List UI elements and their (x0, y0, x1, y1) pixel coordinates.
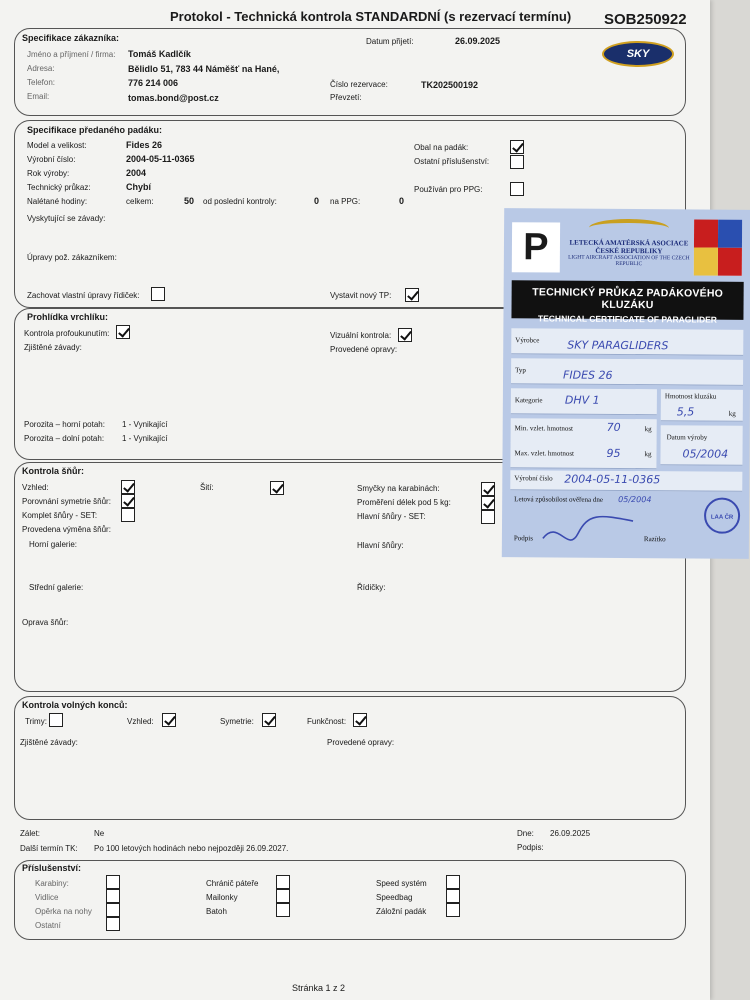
summary-date: 26.09.2025 (550, 829, 591, 838)
total-hours: 50 (184, 196, 195, 206)
acc-back-protector: Chránič páteře (206, 879, 259, 888)
acc-back-protector-checkbox[interactable] (276, 875, 290, 889)
ppg-hours: 0 (399, 196, 405, 206)
phone-label: Telefon: (27, 78, 56, 87)
summary-sign-label: Podpis: (517, 843, 544, 852)
tp-label: Technický průkaz: (27, 183, 91, 192)
max-weight-value: 95 (606, 446, 621, 460)
acc-speedbag-checkbox[interactable] (446, 889, 460, 903)
main-set-label: Hlavní šňůry - SET: (357, 512, 426, 521)
acc-other: Ostatní (35, 921, 61, 930)
upper-gallery-label: Horní galerie: (29, 540, 78, 549)
acc-speed-system-checkbox[interactable] (446, 875, 460, 889)
cert-serial-label: Výrobní číslo (514, 474, 553, 483)
verified-value: 05/2004 (618, 494, 652, 505)
lines-look-label: Vzhled: (22, 483, 49, 492)
loops-label: Smyčky na karabinách: (357, 484, 440, 493)
main-lines-label: Hlavní šňůry: (357, 541, 404, 550)
used-ppg-label: Používán pro PPG: (414, 185, 483, 194)
document-id: SOB250922 (604, 11, 687, 28)
profile-check-checkbox[interactable] (116, 325, 130, 339)
reservation-label: Číslo rezervace: (330, 80, 388, 89)
loops-checkbox[interactable] (481, 482, 495, 496)
lines-repair-label: Oprava šňůr: (22, 618, 69, 627)
max-weight-unit: kg (644, 450, 652, 459)
maker-label: Výrobce (515, 336, 540, 345)
lines-complete-checkbox[interactable] (121, 508, 135, 522)
org-name-en: LIGHT AIRCRAFT ASSOCIATION OF THE CZECH REPUBLIC (568, 254, 690, 268)
type-label: Typ (515, 366, 526, 375)
customer-phone: 776 214 006 (128, 78, 179, 88)
reservation-number: TK202500192 (421, 80, 479, 90)
cert-serial-value: 2004-05-11-0365 (564, 472, 661, 487)
risers-found-label: Zjištěné závady: (20, 738, 78, 747)
other-accessories-checkbox[interactable] (510, 155, 524, 169)
trims-checkbox[interactable] (49, 713, 63, 727)
category-label: Kategorie (514, 396, 543, 405)
org-name (564, 239, 694, 268)
type-value: FIDES 26 (563, 368, 613, 382)
bag-checkbox[interactable] (510, 140, 524, 154)
since-hours: 0 (314, 196, 320, 206)
date-value: 05/2004 (682, 447, 729, 461)
weight-unit: kg (728, 409, 736, 418)
signature-icon (538, 508, 638, 549)
acc-fork-checkbox[interactable] (106, 889, 120, 903)
type-row (511, 358, 743, 386)
customer-address: Bělidlo 51, 783 44 Náměšť na Hané, (128, 64, 280, 74)
stamp-label: Razítko (643, 535, 666, 544)
visual-check-checkbox[interactable] (398, 328, 412, 342)
new-tp-checkbox[interactable] (405, 288, 419, 302)
porosity-bottom-value: 1 - Vynikající (122, 434, 168, 443)
accessories-label: Ostatní příslušenství: (414, 157, 490, 166)
tp-value: Chybí (126, 182, 152, 192)
canopy-repairs-label: Provedené opravy: (330, 345, 398, 354)
ppg-label: na PPG: (330, 197, 361, 206)
taken-label: Převzetí: (330, 93, 362, 102)
lines-replace-label: Provedena výměna šňůr: (22, 525, 111, 534)
lines-look-checkbox[interactable] (121, 480, 135, 494)
czech-coat-of-arms-icon (694, 219, 742, 275)
acc-maillons-checkbox[interactable] (276, 889, 290, 903)
summary-date-label: Dne: (517, 829, 534, 838)
canopy-found-label: Zjištěné závady: (24, 343, 82, 352)
email-label: Email: (27, 92, 50, 101)
test-flight-value: Ne (94, 829, 105, 838)
category-value: DHV 1 (564, 393, 600, 407)
next-check-value: Po 100 letových hodinách nebo nejpozději 26.09.2027. (94, 844, 289, 853)
defects-label: Vyskytující se závady: (27, 214, 106, 223)
accessories-heading: Příslušenství: (22, 863, 82, 873)
acc-carabiners: Karabiny: (35, 879, 69, 888)
main-set-checkbox[interactable] (481, 510, 495, 524)
min-weight-label: Min. vzlet. hmotnost (514, 424, 574, 433)
verified-label: Letová způsobilost ověřena dne (514, 495, 604, 504)
maker-value: SKY PARAGLIDERS (567, 338, 669, 353)
acc-maillons: Mailonky (206, 893, 238, 902)
acc-backpack-checkbox[interactable] (276, 903, 290, 917)
cert-sign-label: Podpis (513, 534, 534, 543)
mods-label: Úpravy pož. zákazníkem: (27, 253, 117, 262)
next-check-label: Další termín TK: (20, 844, 78, 853)
measure-label: Proměření délek pod 5 kg: (357, 498, 451, 507)
certificate-title-banner (511, 280, 743, 325)
acc-speedbag: Speedbag (376, 893, 413, 902)
acc-fork: Vidlice (35, 893, 59, 902)
porosity-bottom-label: Porozita – dolní potah: (24, 434, 105, 443)
model-value: Fides 26 (126, 140, 163, 150)
acc-speed-system: Speed systém (376, 879, 427, 888)
canopy-heading: Prohlídka vrchlíku: (27, 312, 109, 322)
customer-name: Tomáš Kadlčík (128, 49, 191, 59)
total-label: celkem: (126, 197, 154, 206)
weight-value: 5,5 (676, 405, 695, 419)
function-label: Funkčnost: (307, 717, 347, 726)
acc-reserve: Záložní padák (376, 907, 427, 916)
acc-footrest: Opěrka na nohy (35, 907, 92, 916)
acc-other-checkbox[interactable] (106, 917, 120, 931)
lines-complete-label: Komplet šňůry - SET: (22, 511, 98, 520)
stamp-icon: LAA ČR (704, 498, 740, 534)
sewing-label: Šití: (200, 483, 214, 492)
min-weight-value: 70 (606, 420, 621, 434)
date-label: Datum výroby (666, 433, 708, 442)
date-received-label: Datum přijetí: (366, 37, 414, 46)
trims-label: Trimy: (25, 717, 47, 726)
risers-repairs-label: Provedené opravy: (327, 738, 395, 747)
category-p-box: P (512, 222, 560, 272)
sky-logo: SKY (602, 41, 674, 67)
year-label: Rok výroby: (27, 169, 70, 178)
visual-check-label: Vizuální kontrola: (330, 331, 392, 340)
risers-look-checkbox[interactable] (162, 713, 176, 727)
page-title: Protokol - Technická kontrola STANDARDNÍ (s rezervací termínu) (170, 9, 572, 24)
date-received: 26.09.2025 (455, 36, 501, 46)
certificate-title-cz: TECHNICKÝ PRŮKAZ PADÁKOVÉHO KLUZÁKU (532, 286, 724, 312)
glider-heading: Specifikace předaného padáku: (27, 125, 163, 135)
used-ppg-checkbox[interactable] (510, 182, 524, 196)
hours-label: Nalétané hodiny: (27, 197, 88, 206)
acc-reserve-checkbox[interactable] (446, 903, 460, 917)
porosity-top-value: 1 - Vynikající (122, 420, 168, 429)
risers-symmetry-checkbox[interactable] (262, 713, 276, 727)
address-label: Adresa: (27, 64, 55, 73)
acc-footrest-checkbox[interactable] (106, 903, 120, 917)
name-label: Jméno a příjmení / firma: (27, 50, 116, 59)
middle-gallery-label: Střední galerie: (29, 583, 84, 592)
since-label: od poslední kontroly: (203, 197, 277, 206)
sewing-checkbox[interactable] (270, 481, 284, 495)
page-number: Stránka 1 z 2 (292, 983, 346, 993)
new-tp-label: Vystavit nový TP: (330, 291, 392, 300)
test-flight-label: Zálet: (20, 829, 41, 838)
keep-mods-label: Zachovat vlastní úpravy řídiček: (27, 291, 140, 300)
risers-section (14, 696, 686, 820)
measure-checkbox[interactable] (481, 496, 495, 510)
keep-mods-checkbox[interactable] (151, 287, 165, 301)
risers-heading: Kontrola volných konců: (22, 700, 128, 710)
org-name-cz: LETECKÁ AMATÉRSKÁ ASOCIACE ČESKÉ REPUBLIKY (569, 238, 689, 256)
brakes-label: Řídičky: (357, 583, 386, 592)
min-weight-unit: kg (644, 425, 652, 434)
certificate-title-en: TECHNICAL CERTIFICATE OF PARAGLIDER (537, 313, 717, 325)
lines-symmetry-checkbox[interactable] (121, 494, 135, 508)
customer-email: tomas.bond@post.cz (128, 93, 219, 103)
wings-emblem-icon (589, 219, 669, 238)
max-weight-label: Max. vzlet. hmotnost (514, 449, 575, 458)
year-value: 2004 (126, 168, 147, 178)
risers-look-label: Vzhled: (127, 717, 154, 726)
profile-check-label: Kontrola profoukunutím: (24, 329, 110, 338)
acc-carabiners-checkbox[interactable] (106, 875, 120, 889)
lines-symmetry-label: Porovnání symetrie šňůr: (22, 497, 111, 506)
porosity-top-label: Porozita – horní potah: (24, 420, 105, 429)
risers-symmetry-label: Symetrie: (220, 717, 254, 726)
serial-value: 2004-05-11-0365 (126, 154, 195, 164)
serial-label: Výrobní číslo: (27, 155, 76, 164)
technical-certificate-card (502, 208, 750, 559)
function-checkbox[interactable] (353, 713, 367, 727)
lines-heading: Kontrola šňůr: (22, 466, 84, 476)
acc-backpack: Batoh (206, 907, 227, 916)
bag-label: Obal na padák: (414, 143, 469, 152)
weight-label: Hmotnost kluzáku (664, 392, 717, 401)
model-label: Model a velikost: (27, 141, 87, 150)
customer-heading: Specifikace zákazníka: (22, 33, 120, 43)
